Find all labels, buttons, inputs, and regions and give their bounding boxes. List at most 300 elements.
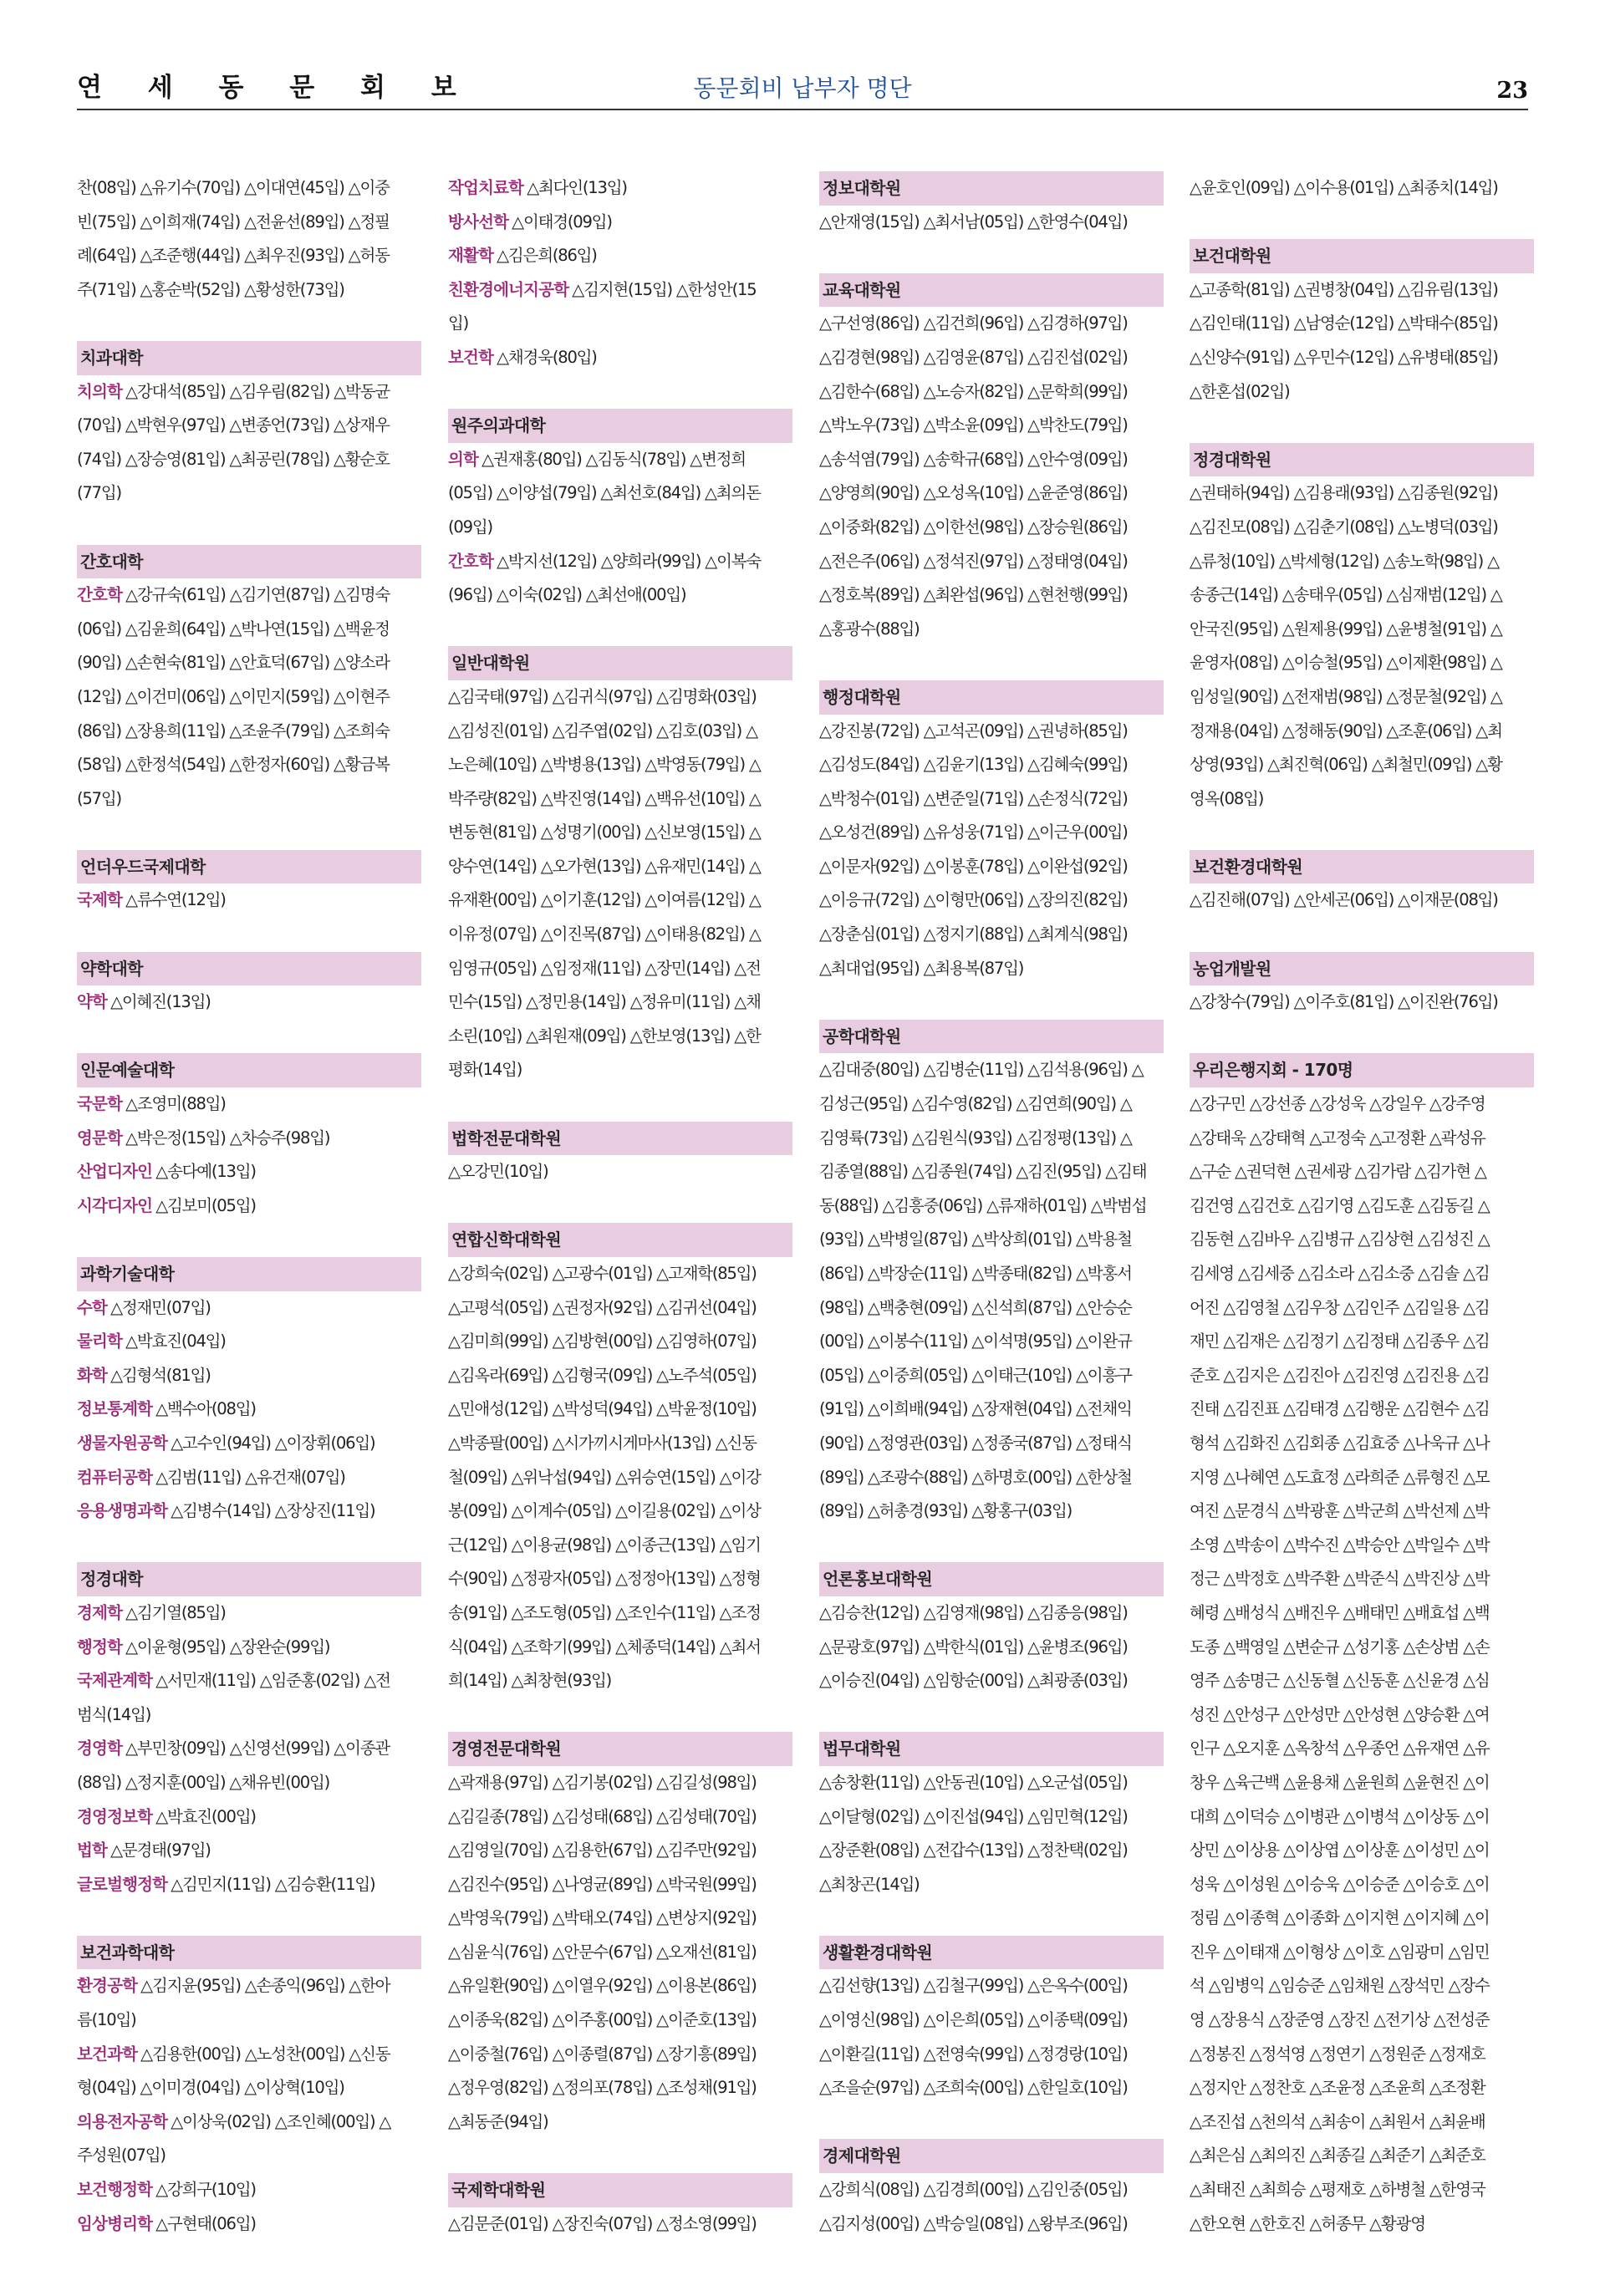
donor-list-line <box>1190 1223 1534 1257</box>
donor-list-line <box>448 1020 792 1054</box>
college-section-heading: 정경대학원 <box>1190 443 1534 477</box>
donor-names: 지영 △나혜연 △도효정 △라희준 △류형진 △모 <box>1190 1467 1490 1487</box>
donor-list-line <box>1190 1834 1534 1868</box>
donor-names: 수(90입) △정광자(05입) △정정아(13입) △정형 <box>448 1569 761 1589</box>
donor-list-line <box>77 1189 421 1224</box>
spacer <box>819 985 1164 1020</box>
donor-list-line <box>1190 1392 1534 1427</box>
donor-list-line <box>819 375 1164 410</box>
college-section-heading: 경제대학원 <box>819 2139 1164 2173</box>
page-number: 23 <box>1496 78 1528 104</box>
spacer <box>448 613 792 647</box>
donor-list-line <box>1190 476 1534 511</box>
donor-list-line <box>448 2071 792 2105</box>
donor-names: 입) <box>448 313 469 333</box>
donor-list-line <box>1190 748 1534 782</box>
department-label: 응용생명과학 <box>77 1501 168 1521</box>
donor-list-line <box>77 1087 421 1122</box>
donor-names: △김국태(97입) △김귀식(97입) △김명화(03입) <box>448 686 757 706</box>
college-section-heading: 치과대학 <box>77 341 421 375</box>
donor-names: △이문자(92입) △이봉훈(78입) △이완섭(92입) <box>819 856 1128 876</box>
donor-list-line <box>819 409 1164 443</box>
department-label: 재활학 <box>448 246 494 266</box>
spacer <box>448 1698 792 1733</box>
college-section-heading: 언더우드국제대학 <box>77 850 421 884</box>
donor-list-line <box>819 850 1164 884</box>
donor-list-line <box>1190 1529 1534 1563</box>
donor-names: △김지현(15입) △한성안(15 <box>572 279 757 299</box>
donor-list-line <box>819 341 1164 375</box>
donor-names: 김성근(95입) △김수영(82입) △김연희(90입) △ <box>819 1094 1132 1114</box>
donor-names: 성진 △안성구 △안성만 △안성현 △양승환 △여 <box>1190 1704 1490 1724</box>
spacer <box>819 2105 1164 2140</box>
donor-names: △강태욱 △강태혁 △고정숙 △고정환 △곽성유 <box>1190 1128 1485 1148</box>
donor-names: △이승진(04입) △임항순(00입) △최광종(03입) <box>819 1671 1128 1691</box>
department-label: 환경공학 <box>77 1976 138 1996</box>
donor-list-line <box>1190 1631 1534 1665</box>
donor-names: △이태경(09입) <box>512 211 612 232</box>
donor-names: △김옥라(69입) △김형국(09입) △노주석(05입) <box>448 1365 757 1385</box>
donor-list-line <box>77 476 421 511</box>
donor-list-line <box>819 1291 1164 1326</box>
donor-names: △박지선(12입) △양희라(99입) △이복숙 <box>497 551 761 571</box>
college-section-heading: 인문예술대학 <box>77 1053 421 1087</box>
donor-names: △이상욱(02입) △조인혜(00입) △ <box>171 2111 391 2131</box>
donor-names: △강규숙(61입) △김기연(87입) △김명숙 <box>125 585 390 605</box>
donor-names: △강구민 △강선종 △강성욱 △강일우 △강주영 <box>1190 1094 1485 1114</box>
donor-names: △권태하(94입) △김용래(93입) △김종원(92입) <box>1190 483 1498 503</box>
donor-list-line <box>77 2139 421 2173</box>
donor-names: (74입) △장승영(81입) △최공린(78입) △황순호 <box>77 449 390 469</box>
donor-list-line <box>1190 273 1534 308</box>
donor-list-line <box>1190 613 1534 647</box>
donor-names: △최창곤(14입) <box>819 1874 920 1894</box>
donor-list-line <box>448 171 792 206</box>
donor-names: 안국진(95입) △원제용(99입) △윤병철(91입) △ <box>1190 619 1502 639</box>
donor-names: △안재영(15입) △최서남(05입) △한영수(04입) <box>819 211 1128 232</box>
donor-names: △이환길(11입) △전영숙(99입) △정경랑(10입) <box>819 2044 1128 2064</box>
donor-names: (93입) △박병일(87입) △박상희(01입) △박용철 <box>819 1229 1132 1250</box>
donor-list-line <box>448 1766 792 1800</box>
donor-names: △김진해(07입) △안세곤(06입) △이재문(08입) <box>1190 890 1498 910</box>
donor-list-line <box>1190 1325 1534 1359</box>
donor-list-line <box>819 1053 1164 1087</box>
donor-names: 찬(08입) △유기수(70입) △이대연(45입) △이중 <box>77 178 390 197</box>
donor-list-line <box>1190 1664 1534 1698</box>
spacer <box>448 1087 792 1122</box>
donor-names: (70입) △박현우(97입) △변종언(73입) △상재우 <box>77 415 390 435</box>
donor-names: △조을순(97입) △조희숙(00입) △한일호(10입) <box>819 2078 1128 2098</box>
donor-list-line <box>819 1087 1164 1122</box>
donor-list-line <box>77 2038 421 2072</box>
donor-names: 재민 △김재은 △김정기 △김정태 △김종우 △김 <box>1190 1331 1490 1352</box>
donor-names: 름(10입) <box>77 2010 136 2030</box>
donor-names: △김승찬(12입) △김영재(98입) △김종응(98입) <box>819 1602 1128 1622</box>
spacer <box>819 1698 1164 1733</box>
donor-list-line <box>448 273 792 308</box>
donor-list-line <box>819 918 1164 952</box>
donor-list-line <box>77 1868 421 1902</box>
donor-names: △김기열(85입) <box>125 1602 226 1622</box>
donor-list-line <box>819 2071 1164 2105</box>
donor-list-line <box>448 307 792 341</box>
college-section-heading: 행정대학원 <box>819 680 1164 715</box>
donor-names: △민애성(12입) △박성덕(94입) △박윤정(10입) <box>448 1399 757 1419</box>
donor-names: △한혼섭(02입) <box>1190 381 1290 401</box>
donor-names: 여진 △문경식 △박광훈 △박군희 △박선제 △박 <box>1190 1501 1490 1521</box>
donor-list-line <box>1190 1766 1534 1800</box>
donor-list-line <box>1190 1969 1534 2003</box>
donor-names: 형(04입) △이미경(04입) △이상혁(10입) <box>77 2078 344 2098</box>
donor-names: △장준환(08입) △전갑수(13입) △정찬택(02입) <box>819 1840 1128 1861</box>
donor-names: 영 △장용식 △장준영 △장진 △전기상 △전성준 <box>1190 2010 1490 2030</box>
donor-names: (96입) △이숙(02입) △최선애(00입) <box>448 585 686 605</box>
department-label: 산업디자인 <box>77 1162 153 1182</box>
donor-list-line <box>448 1359 792 1393</box>
college-section-heading: 법무대학원 <box>819 1732 1164 1766</box>
donor-list-line <box>448 748 792 782</box>
donor-names: (88입) △정지훈(00입) △채유빈(00입) <box>77 1772 330 1792</box>
donor-list-line <box>1190 1257 1534 1291</box>
department-label: 보건학 <box>448 347 494 367</box>
donor-list-line <box>448 1325 792 1359</box>
department-label: 정보통계학 <box>77 1399 153 1419</box>
donor-list-line <box>1190 1155 1534 1189</box>
donor-names: △이응규(72입) △이형만(06입) △장의진(82입) <box>819 890 1128 910</box>
donor-names: (89입) △허총경(93입) △황홍구(03입) <box>819 1501 1073 1521</box>
college-section-heading: 법학전문대학원 <box>448 1122 792 1156</box>
donor-list-line <box>77 1766 421 1800</box>
donor-list-line <box>77 206 421 240</box>
donor-list-line <box>819 1427 1164 1461</box>
donor-list-line <box>448 1427 792 1461</box>
donor-list-line <box>819 1359 1164 1393</box>
donor-list-line <box>1190 2071 1534 2105</box>
college-section-heading: 원주의과대학 <box>448 409 792 443</box>
donor-names: △박영욱(79입) △박태오(74입) △변상지(92입) <box>448 1908 757 1928</box>
college-section-heading: 연합신학대학원 <box>448 1223 792 1257</box>
donor-list-line <box>819 715 1164 749</box>
donor-list-line <box>819 2173 1164 2207</box>
donor-list-line <box>448 952 792 986</box>
spacer <box>77 918 421 952</box>
donor-list-line <box>448 850 792 884</box>
donor-list-line <box>1190 1189 1534 1224</box>
donor-list-line <box>1190 2003 1534 2038</box>
donor-names: △이윤형(95입) △장완순(99입) <box>125 1637 330 1657</box>
donor-names: △권재홍(80입) △김동식(78입) △변정희 <box>482 449 746 469</box>
donor-names: 봉(09입) △이계수(05입) △이길용(02입) △이상 <box>448 1501 761 1521</box>
college-section-heading: 생활환경대학원 <box>819 1936 1164 1970</box>
donor-names: 근(12입) △이용균(98입) △이종근(13입) △임기 <box>448 1535 761 1555</box>
donor-list-line <box>819 1257 1164 1291</box>
donor-names: 박주량(82입) △박진영(14입) △백유선(10입) △ <box>448 788 761 808</box>
donor-list-line <box>819 443 1164 477</box>
department-label: 작업치료학 <box>448 178 524 197</box>
donor-list-line <box>448 1494 792 1529</box>
college-section-heading: 일반대학원 <box>448 646 792 680</box>
donor-names: (91입) △이희배(94입) △장재현(04입) △전채익 <box>819 1399 1132 1419</box>
department-label: 화학 <box>77 1365 108 1385</box>
donor-names: △양영희(90입) △오성옥(10입) △윤준영(86입) <box>819 483 1128 503</box>
donor-list-line <box>448 1529 792 1563</box>
donor-list-line <box>1190 2207 1534 2242</box>
donor-names: (09입) <box>448 517 492 537</box>
donor-list-line <box>1190 2038 1534 2072</box>
donor-names: △김형석(81입) <box>110 1365 211 1385</box>
department-label: 치의학 <box>77 381 123 401</box>
department-label: 임상병리학 <box>77 2213 153 2233</box>
donor-list-line <box>77 1494 421 1529</box>
donor-names: △김인태(11입) △남영순(12입) △박태수(85입) <box>1190 313 1498 333</box>
spacer <box>77 816 421 850</box>
donor-list-line <box>1190 1698 1534 1733</box>
donor-names: 김건영 △김건호 △김기영 △김도훈 △김동길 △ <box>1190 1195 1490 1215</box>
donor-names: (90입) △손현숙(81입) △안효덕(67입) △양소라 <box>77 653 390 673</box>
donor-list-line <box>77 1291 421 1326</box>
donor-names: △김은희(86입) <box>497 246 597 266</box>
donor-names: (86입) △박장순(11입) △박종태(82입) △박홍서 <box>819 1264 1132 1283</box>
donor-list-line <box>448 443 792 477</box>
donor-names: (12입) △이건미(06입) △이민지(59입) △이현주 <box>77 686 390 706</box>
donor-names: △이달형(02입) △이진섭(94입) △임민혁(12입) <box>819 1806 1128 1826</box>
donor-names: △박노우(73입) △박소윤(09입) △박찬도(79입) <box>819 415 1128 435</box>
donor-list-line <box>819 748 1164 782</box>
donor-names: 철(09입) △위낙섭(94입) △위승연(15입) △이강 <box>448 1467 761 1487</box>
donor-list-line <box>448 985 792 1020</box>
donor-list-line <box>819 1664 1164 1698</box>
donor-names: △김성진(01입) △김주엽(02입) △김호(03입) △ <box>448 720 757 741</box>
donor-list-line <box>819 1155 1164 1189</box>
donor-list-line <box>77 409 421 443</box>
donor-names: (05입) △이중희(05입) △이태근(10입) △이흥구 <box>819 1365 1132 1385</box>
donor-names: △강희식(08입) △김경희(00입) △김인중(05입) <box>819 2180 1128 2200</box>
spacer <box>819 239 1164 273</box>
donor-names: 정재용(04입) △정해동(90입) △조훈(06입) △최 <box>1190 720 1502 741</box>
department-label: 국문학 <box>77 1094 123 1114</box>
college-section-heading: 농업개발원 <box>1190 952 1534 986</box>
donor-names: (57입) <box>77 788 121 808</box>
donor-names: 석 △임병익 △임승준 △임채원 △장석민 △장수 <box>1190 1976 1490 1996</box>
donor-list-line <box>819 1494 1164 1529</box>
spacer <box>819 1529 1164 1563</box>
donor-list-line <box>448 1053 792 1087</box>
donor-list-line <box>448 2207 792 2242</box>
donor-list-line <box>1190 1732 1534 1766</box>
donor-list-line <box>1190 545 1534 579</box>
donor-names: 이유정(07입) △이진목(87입) △이태용(82입) △ <box>448 924 761 944</box>
donor-names: 유재환(00입) △이기훈(12입) △이여름(12입) △ <box>448 890 761 910</box>
department-label: 물리학 <box>77 1331 123 1352</box>
donor-names: △전은주(06입) △정석진(97입) △정태영(04입) <box>819 551 1128 571</box>
college-section-heading: 우리은행지회 - 170명 <box>1190 1053 1534 1087</box>
donor-list-line <box>1190 1596 1534 1631</box>
page-header <box>77 67 1528 110</box>
donor-list-line <box>819 1392 1164 1427</box>
donor-names: △고평석(05입) △권정자(92입) △김귀선(04입) <box>448 1297 757 1317</box>
college-section-heading: 보건환경대학원 <box>1190 850 1534 884</box>
donor-names: (06입) △김윤희(64입) △박나연(15입) △백윤정 <box>77 619 390 639</box>
donor-list-line <box>819 1596 1164 1631</box>
college-section-heading: 과학기술대학 <box>77 1257 421 1291</box>
department-label: 법학 <box>77 1840 108 1861</box>
donor-list-line <box>77 2105 421 2140</box>
donor-names: △송창환(11입) △안동권(10입) △오군섭(05입) <box>819 1772 1128 1792</box>
spacer <box>77 1901 421 1936</box>
donor-names: 성욱 △이성원 △이승욱 △이승준 △이승호 △이 <box>1190 1874 1490 1894</box>
donor-names: △강창수(79입) △이주호(81입) △이진완(76입) <box>1190 992 1498 1012</box>
donor-names: △조진섭 △천의석 △최송이 △최원서 △최윤배 <box>1190 2111 1485 2131</box>
donor-list-line <box>77 1834 421 1868</box>
section-title: 동문회비 납부자 명단 <box>693 74 912 102</box>
department-label: 보건행정학 <box>77 2180 153 2200</box>
donor-list-line <box>1190 1461 1534 1495</box>
donor-names: 영주 △송명근 △신동혈 △신동훈 △신윤경 △심 <box>1190 1671 1490 1691</box>
donor-names: 양수연(14입) △오가현(13입) △유재민(14입) △ <box>448 856 761 876</box>
donor-list-line <box>819 883 1164 918</box>
donor-list-line <box>819 578 1164 613</box>
donor-names: △구현태(06입) <box>155 2213 256 2233</box>
spacer <box>77 511 421 545</box>
donor-names: △박효진(04입) <box>125 1331 226 1352</box>
donor-list-line <box>448 918 792 952</box>
donor-names: 진우 △이태재 △이형상 △이호 △임광미 △임민 <box>1190 1942 1490 1962</box>
department-label: 국제관계학 <box>77 1671 153 1691</box>
donor-list-line <box>448 1291 792 1326</box>
donor-names: △김대중(80입) △김병순(11입) △김석용(96입) △ <box>819 1060 1144 1080</box>
spacer <box>1190 409 1534 443</box>
donor-list-line <box>1190 2139 1534 2173</box>
department-label: 경영정보학 <box>77 1806 153 1826</box>
donor-names: △김영일(70입) △김용한(67입) △김주만(92입) <box>448 1840 757 1861</box>
donor-names: △채경욱(80입) <box>497 347 597 367</box>
donor-list-line <box>77 1596 421 1631</box>
donor-list-line <box>77 748 421 782</box>
spacer <box>448 1189 792 1224</box>
donor-names: △정봉진 △정석영 △정연기 △정원준 △정재호 <box>1190 2044 1485 2064</box>
donor-names: △김미희(99입) △김방현(00입) △김영하(07입) <box>448 1331 757 1352</box>
donor-list-line <box>819 1766 1164 1800</box>
donor-list-line <box>77 1427 421 1461</box>
donor-names: △김진수(95입) △나영균(89입) △박국원(99입) <box>448 1874 757 1894</box>
donor-list-line <box>1190 715 1534 749</box>
donor-list-line <box>448 511 792 545</box>
donor-names: △서민재(11입) △임준홍(02입) △전 <box>155 1671 390 1691</box>
donor-list-line <box>1190 511 1534 545</box>
donor-names: △구순 △권덕현 △권세광 △김가람 △김가현 △ <box>1190 1162 1486 1182</box>
donor-list-line <box>819 1834 1164 1868</box>
donor-list-line <box>1190 1427 1534 1461</box>
donor-names: △김지성(00입) △박승일(08입) △왕부조(96입) <box>819 2213 1128 2233</box>
department-label: 방사선학 <box>448 211 509 232</box>
donor-names: △한오현 △한호진 △허종무 △황광영 <box>1190 2213 1425 2233</box>
department-label: 영문학 <box>77 1128 123 1148</box>
donor-names: △강대석(85입) △김우림(82입) △박동균 <box>125 381 390 401</box>
donor-names: △조영미(88입) <box>125 1094 226 1114</box>
donor-list-line <box>819 952 1164 986</box>
donor-list-line <box>819 1325 1164 1359</box>
donor-list-line <box>77 2071 421 2105</box>
donor-names: △김길종(78입) △김성태(68입) △김성태(70입) <box>448 1806 757 1826</box>
donor-names: 민수(15입) △정민용(14입) △정유미(11입) △채 <box>448 992 761 1012</box>
donor-names: △오성건(89입) △유성웅(71입) △이근우(00입) <box>819 822 1128 843</box>
spacer <box>77 1223 421 1257</box>
donor-names: △김범(11입) △유건재(07입) <box>155 1467 345 1487</box>
donor-names: △김성도(84입) △김윤기(13입) △김혜숙(99입) <box>819 755 1128 775</box>
donor-names: 혜령 △배성식 △배진우 △배태민 △배효섭 △백 <box>1190 1602 1490 1622</box>
donor-list-line <box>819 816 1164 850</box>
column-1 <box>77 171 421 2241</box>
donor-list-line <box>819 2003 1164 2038</box>
donor-names: △구선영(86입) △김건희(96입) △김경하(97입) <box>819 313 1128 333</box>
column-4 <box>1190 171 1534 2241</box>
donor-names: △김선향(13입) △김철구(99입) △은옥수(00입) <box>819 1976 1128 1996</box>
donor-list-line <box>448 715 792 749</box>
spacer <box>448 375 792 410</box>
donor-names: △김진모(08입) △김춘기(08입) △노병덕(03입) <box>1190 517 1498 537</box>
donor-names: (86입) △장용희(11입) △조윤주(79입) △조희숙 <box>77 720 390 741</box>
donor-list-line <box>77 171 421 206</box>
donor-names: △김한수(68입) △노승자(82입) △문학희(99입) <box>819 381 1128 401</box>
donor-list-line <box>77 782 421 817</box>
donor-list-line <box>819 1800 1164 1835</box>
donor-names: 준호 △김지은 △김진아 △김진영 △김진용 △김 <box>1190 1365 1490 1385</box>
department-label: 국제학 <box>77 890 123 910</box>
column-2 <box>448 171 792 2241</box>
donor-list-line <box>1190 1936 1534 1970</box>
donor-list-line <box>77 1392 421 1427</box>
spacer <box>77 1020 421 1054</box>
donor-names: △김용한(00입) △노성찬(00입) △신동 <box>140 2044 390 2064</box>
college-section-heading: 정보대학원 <box>819 171 1164 206</box>
donor-names: (77입) <box>77 483 121 503</box>
donor-names: (05입) △이양섭(79입) △최선호(84입) △최의돈 <box>448 483 761 503</box>
donor-names: (98입) △백충현(09입) △신석희(87입) △안승순 <box>819 1297 1132 1317</box>
donor-list-line <box>77 1359 421 1393</box>
donor-list-line <box>1190 1359 1534 1393</box>
department-label: 행정학 <box>77 1637 123 1657</box>
department-label: 보건과학 <box>77 2044 138 2064</box>
donor-names: △신양수(91입) △우민수(12입) △유병태(85입) <box>1190 347 1498 367</box>
donor-names: 희(14입) △최창현(93입) <box>448 1671 612 1691</box>
donor-names: 변동현(81입) △성명기(00입) △신보영(15입) △ <box>448 822 761 843</box>
donor-names: △최동준(94입) <box>448 2111 548 2131</box>
donor-names: △송석염(79입) △송학규(68입) △안수영(09입) <box>819 449 1128 469</box>
donor-names: 어진 △김영철 △김우창 △김인주 △김일용 △김 <box>1190 1297 1490 1317</box>
donor-list-line <box>77 680 421 715</box>
donor-list-line <box>1190 782 1534 817</box>
donor-names: 김영륙(73입) △김원식(93입) △김정평(13입) △ <box>819 1128 1132 1148</box>
donor-names: 영옥(08입) <box>1190 788 1264 808</box>
donor-names: △김보미(05입) <box>155 1195 256 1215</box>
donor-names: 윤영자(08입) △이승철(95입) △이제환(98입) △ <box>1190 653 1502 673</box>
donor-names: △강진봉(72입) △고석곤(09입) △권녕하(85입) <box>819 720 1128 741</box>
donor-list-line <box>1190 171 1534 206</box>
college-section-heading: 정경대학 <box>77 1562 421 1596</box>
donor-names: 김동현 △김바우 △김병규 △김상현 △김성진 △ <box>1190 1229 1490 1250</box>
donor-names: 송(91입) △조도형(05입) △조인수(11입) △조정 <box>448 1602 761 1622</box>
donor-list-line <box>77 1800 421 1835</box>
donor-list-line <box>1190 1901 1534 1936</box>
college-section-heading: 보건대학원 <box>1190 239 1534 273</box>
donor-names: (90입) △정영관(03입) △정종국(87입) △정태식 <box>819 1433 1132 1453</box>
donor-list-line <box>448 545 792 579</box>
donor-list-line <box>1190 1087 1534 1122</box>
spacer <box>1190 918 1534 952</box>
donor-list-line <box>819 1631 1164 1665</box>
donor-names: △류청(10입) △박세형(12입) △송노학(98입) △ <box>1190 551 1499 571</box>
spacer <box>1190 206 1534 240</box>
